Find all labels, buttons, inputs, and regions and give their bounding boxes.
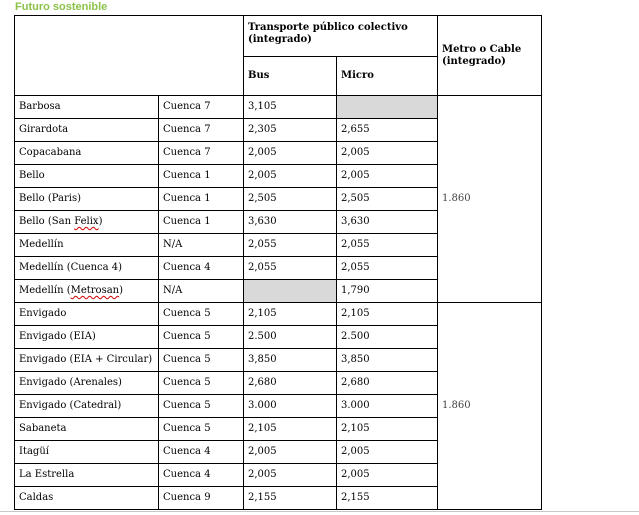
micro-fare-cell: 2,005 (337, 142, 438, 165)
cuenca-cell: Cuenca 4 (159, 464, 244, 487)
cuenca-cell: Cuenca 7 (159, 119, 244, 142)
bus-fare-cell: 2,005 (244, 464, 337, 487)
spellcheck-underline: Felix (74, 216, 99, 227)
municipio-cell: Envigado (EIA) (15, 326, 159, 349)
micro-fare-cell: 2,105 (337, 418, 438, 441)
header-bus: Bus (244, 57, 337, 96)
cuenca-cell: Cuenca 1 (159, 188, 244, 211)
micro-fare-cell: 2,655 (337, 119, 438, 142)
bus-fare-cell: 3,105 (244, 96, 337, 119)
municipio-cell: Girardota (15, 119, 159, 142)
micro-fare-cell: 3.000 (337, 395, 438, 418)
micro-fare-cell: 2.500 (337, 326, 438, 349)
micro-fare-cell: 2,005 (337, 441, 438, 464)
municipio-cell: Envigado (15, 303, 159, 326)
bus-fare-cell: 2,005 (244, 441, 337, 464)
bus-fare-cell: 2,055 (244, 257, 337, 280)
metro-fare-cell: 1.860 (438, 96, 542, 303)
header-row-top (15, 16, 542, 57)
cuenca-cell: N/A (159, 234, 244, 257)
fares-table (14, 15, 542, 510)
micro-fare-cell: 2,505 (337, 188, 438, 211)
table-row (15, 96, 542, 119)
micro-fare-cell: 2,055 (337, 234, 438, 257)
municipio-cell: Sabaneta (15, 418, 159, 441)
bus-fare-cell: 2,680 (244, 372, 337, 395)
bus-fare-cell: 2,055 (244, 234, 337, 257)
micro-fare-cell: 2,680 (337, 372, 438, 395)
bus-fare-cell: 3.000 (244, 395, 337, 418)
bus-fare-cell: 2,105 (244, 303, 337, 326)
bus-fare-cell: 2,005 (244, 165, 337, 188)
bus-fare-cell: 3,850 (244, 349, 337, 372)
header-blank-cell (15, 16, 244, 96)
cuenca-cell: Cuenca 7 (159, 142, 244, 165)
micro-fare-cell: 2,005 (337, 464, 438, 487)
municipio-cell: Medellín (Cuenca 4) (15, 257, 159, 280)
cuenca-cell: Cuenca 4 (159, 441, 244, 464)
municipio-cell: La Estrella (15, 464, 159, 487)
metro-fare-cell: 1.860 (438, 303, 542, 510)
bus-fare-cell: 2,155 (244, 487, 337, 510)
cuenca-cell: N/A (159, 280, 244, 303)
municipio-cell: Bello (15, 165, 159, 188)
micro-fare-cell: 2,105 (337, 303, 438, 326)
fares-body (15, 96, 542, 510)
micro-fare-cell: 1,790 (337, 280, 438, 303)
municipio-cell: Medellín (Metrosan) (15, 280, 159, 303)
cuenca-cell: Cuenca 1 (159, 165, 244, 188)
bus-fare-cell: 3,630 (244, 211, 337, 234)
bus-fare-cell: 2.500 (244, 326, 337, 349)
municipio-cell: Copacabana (15, 142, 159, 165)
bus-fare-cell: 2,305 (244, 119, 337, 142)
header-transporte-colectivo: Transporte público colectivo (integrado) (244, 16, 438, 57)
municipio-cell: Envigado (EIA + Circular) (15, 349, 159, 372)
bus-fare-cell: 2,005 (244, 142, 337, 165)
bus-fare-cell: 2,105 (244, 418, 337, 441)
bus-fare-cell (244, 280, 337, 303)
header-metro-cable: Metro o Cable (integrado) (438, 16, 542, 96)
municipio-cell: Bello (Paris) (15, 188, 159, 211)
micro-fare-cell: 2,155 (337, 487, 438, 510)
cuenca-cell: Cuenca 5 (159, 395, 244, 418)
micro-fare-cell (337, 96, 438, 119)
cuenca-cell: Cuenca 7 (159, 96, 244, 119)
spellcheck-underline: Metrosan (70, 285, 120, 296)
cuenca-cell: Cuenca 5 (159, 418, 244, 441)
cuenca-cell: Cuenca 5 (159, 372, 244, 395)
municipio-cell: Envigado (Catedral) (15, 395, 159, 418)
municipio-cell: Envigado (Arenales) (15, 372, 159, 395)
micro-fare-cell: 3,630 (337, 211, 438, 234)
municipio-cell: Caldas (15, 487, 159, 510)
municipio-cell: Medellín (15, 234, 159, 257)
micro-fare-cell: 2,005 (337, 165, 438, 188)
cuenca-cell: Cuenca 1 (159, 211, 244, 234)
table-row (15, 303, 542, 326)
cuenca-cell: Cuenca 5 (159, 326, 244, 349)
cuenca-cell: Cuenca 9 (159, 487, 244, 510)
cuenca-cell: Cuenca 5 (159, 349, 244, 372)
municipio-cell: Bello (San Felix) (15, 211, 159, 234)
micro-fare-cell: 3,850 (337, 349, 438, 372)
cuenca-cell: Cuenca 4 (159, 257, 244, 280)
header-micro: Micro (337, 57, 438, 96)
municipio-cell: Itagüí (15, 441, 159, 464)
page-bottom-rule (0, 511, 639, 512)
cuenca-cell: Cuenca 5 (159, 303, 244, 326)
bus-fare-cell: 2,505 (244, 188, 337, 211)
micro-fare-cell: 2,055 (337, 257, 438, 280)
municipio-cell: Barbosa (15, 96, 159, 119)
brand-wordmark: Futuro sostenible (15, 1, 108, 13)
